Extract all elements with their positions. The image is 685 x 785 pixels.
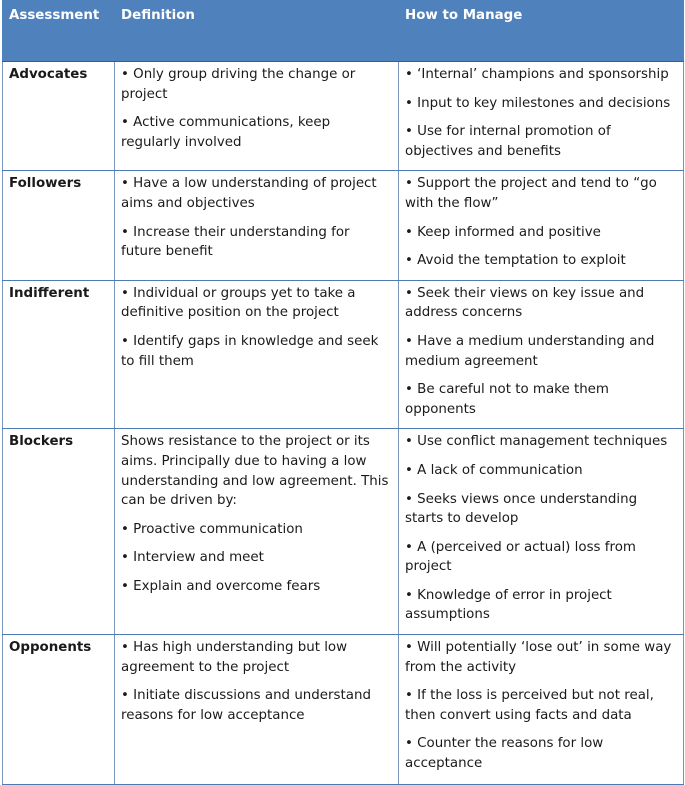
manage-item: • Input to key milestones and decisions bbox=[405, 95, 671, 111]
definition-cell bbox=[115, 280, 399, 429]
manage-item: • Knowledge of error in project assumptions bbox=[405, 587, 612, 623]
manage-item: • Support the project and tend to “go with the flow” bbox=[405, 176, 657, 211]
assessment-cell: Opponents bbox=[3, 635, 115, 785]
definition-cell bbox=[115, 171, 399, 280]
how-to-manage-cell bbox=[399, 171, 684, 280]
definition-item: • Initiate discussions and understand reasons for low acceptance bbox=[121, 688, 371, 723]
header-how-to-manage: How to Manage bbox=[399, 1, 684, 62]
definition-cell bbox=[115, 635, 399, 785]
definition-cell bbox=[115, 429, 399, 635]
assessment-cell: Advocates bbox=[3, 62, 115, 171]
definition-cell bbox=[115, 62, 399, 171]
manage-item: • If the loss is perceived but not real, then convert using facts and data bbox=[405, 688, 654, 723]
table-row bbox=[3, 429, 684, 635]
definition-item: • Increase their understanding for future benefit bbox=[121, 224, 350, 260]
how-to-manage-cell bbox=[399, 635, 684, 785]
table-row bbox=[3, 171, 684, 280]
manage-item: • Use conflict management techniques bbox=[405, 434, 668, 450]
table-body bbox=[3, 62, 684, 785]
how-to-manage-cell bbox=[399, 429, 684, 635]
definition-item: • Have a low understanding of project aims and objectives bbox=[121, 176, 377, 211]
manage-item: • Use for internal promotion of objectives and benefits bbox=[405, 124, 611, 159]
manage-item: • A (perceived or actual) loss from project bbox=[405, 539, 636, 575]
header-definition: Definition bbox=[115, 1, 399, 62]
header-row bbox=[3, 1, 684, 62]
header-assessment: Assessment bbox=[3, 1, 115, 62]
definition-item: Shows resistance to the project or its aims. Principally due to having a low understanding and low agreement. This can be driven by: bbox=[121, 434, 389, 509]
assessment-cell: Followers bbox=[3, 171, 115, 280]
manage-item: • Have a medium understanding and medium agreement bbox=[405, 333, 655, 369]
assessment-cell: Indifferent bbox=[3, 280, 115, 429]
definition-item: • Has high understanding but low agreement to the project bbox=[121, 640, 348, 675]
definition-item: • Explain and overcome fears bbox=[121, 578, 321, 594]
how-to-manage-cell bbox=[399, 62, 684, 171]
manage-item: • Will potentially ‘lose out’ in some way from the activity bbox=[405, 640, 672, 675]
manage-item: • Seek their views on key issue and address concerns bbox=[405, 285, 645, 321]
table-row bbox=[3, 280, 684, 429]
definition-item: • Individual or groups yet to take a definitive position on the project bbox=[121, 285, 356, 321]
manage-item: • A lack of communication bbox=[405, 462, 583, 478]
definition-item: • Only group driving the change or project bbox=[121, 67, 356, 102]
how-to-manage-cell bbox=[399, 280, 684, 429]
manage-item: • ‘Internal’ champions and sponsorship bbox=[405, 67, 669, 82]
manage-item: • Counter the reasons for low acceptance bbox=[405, 736, 604, 772]
table-header bbox=[3, 1, 684, 62]
table-row bbox=[3, 635, 684, 785]
assessment-cell: Blockers bbox=[3, 429, 115, 635]
definition-item: • Interview and meet bbox=[121, 550, 264, 566]
definition-item: • Identify gaps in knowledge and seek to fill them bbox=[121, 333, 379, 369]
stakeholder-table bbox=[2, 0, 684, 785]
definition-item: • Active communications, keep regularly involved bbox=[121, 115, 331, 150]
manage-item: • Be careful not to make them opponents bbox=[405, 382, 609, 417]
manage-item: • Seeks views once understanding starts to develop bbox=[405, 491, 638, 527]
definition-item: • Proactive communication bbox=[121, 521, 303, 537]
manage-item: • Avoid the temptation to exploit bbox=[405, 253, 626, 269]
table-row bbox=[3, 62, 684, 171]
manage-item: • Keep informed and positive bbox=[405, 224, 601, 240]
